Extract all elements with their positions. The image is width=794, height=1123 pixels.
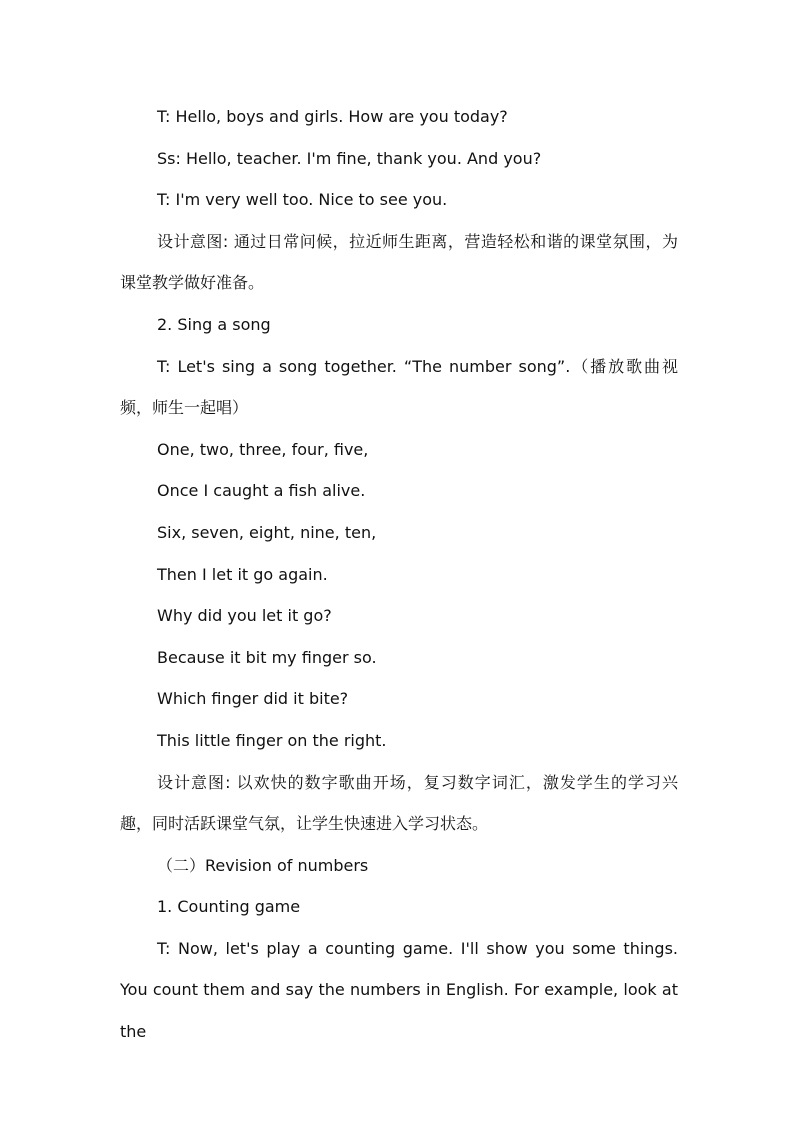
song-lyric-line-8: This little finger on the right. xyxy=(157,730,387,750)
counting-game-paragraph: T: Now, let's play a counting game. I'll show you some things. You count them and say the numbers in English. For example, look at the xyxy=(120,938,678,1042)
song-lyric-line-5: Why did you let it go? xyxy=(157,606,332,626)
song-lyric-line-7: Which finger did it bite? xyxy=(157,689,349,709)
section-heading-sing-a-song: 2. Sing a song xyxy=(157,314,271,334)
song-lyric-line-2: Once I caught a fish alive. xyxy=(157,481,366,501)
dialogue-line-2: Ss: Hello, teacher. I'm fine, thank you. And you? xyxy=(157,148,542,168)
section-heading-counting-game: 1. Counting game xyxy=(157,897,301,917)
design-intent-paragraph-2: 设计意图: 以欢快的数字歌曲开场，复习数字词汇，激发学生的学习兴趣，同时活跃课堂气氛，让学生快速进入学习状态。 xyxy=(120,772,678,834)
document-body xyxy=(120,96,678,1053)
song-lyric-line-3: Six, seven, eight, nine, ten, xyxy=(157,522,377,542)
song-lyric-line-4: Then I let it go again. xyxy=(157,564,328,584)
song-instruction-paragraph: T: Let's sing a song together. “The number song”.（播放歌曲视频，师生一起唱） xyxy=(120,356,678,418)
song-lyric-line-6: Because it bit my finger so. xyxy=(157,647,377,667)
dialogue-line-1: T: Hello, boys and girls. How are you today? xyxy=(157,107,508,126)
song-lyric-line-1: One, two, three, four, five, xyxy=(157,439,369,459)
dialogue-line-3: T: I'm very well too. Nice to see you. xyxy=(157,190,448,210)
section-heading-revision: （二）Revision of numbers xyxy=(157,855,369,875)
design-intent-paragraph-1: 设计意图: 通过日常问候，拉近师生距离，营造轻松和谐的课堂氛围，为课堂教学做好准备。 xyxy=(120,231,678,293)
